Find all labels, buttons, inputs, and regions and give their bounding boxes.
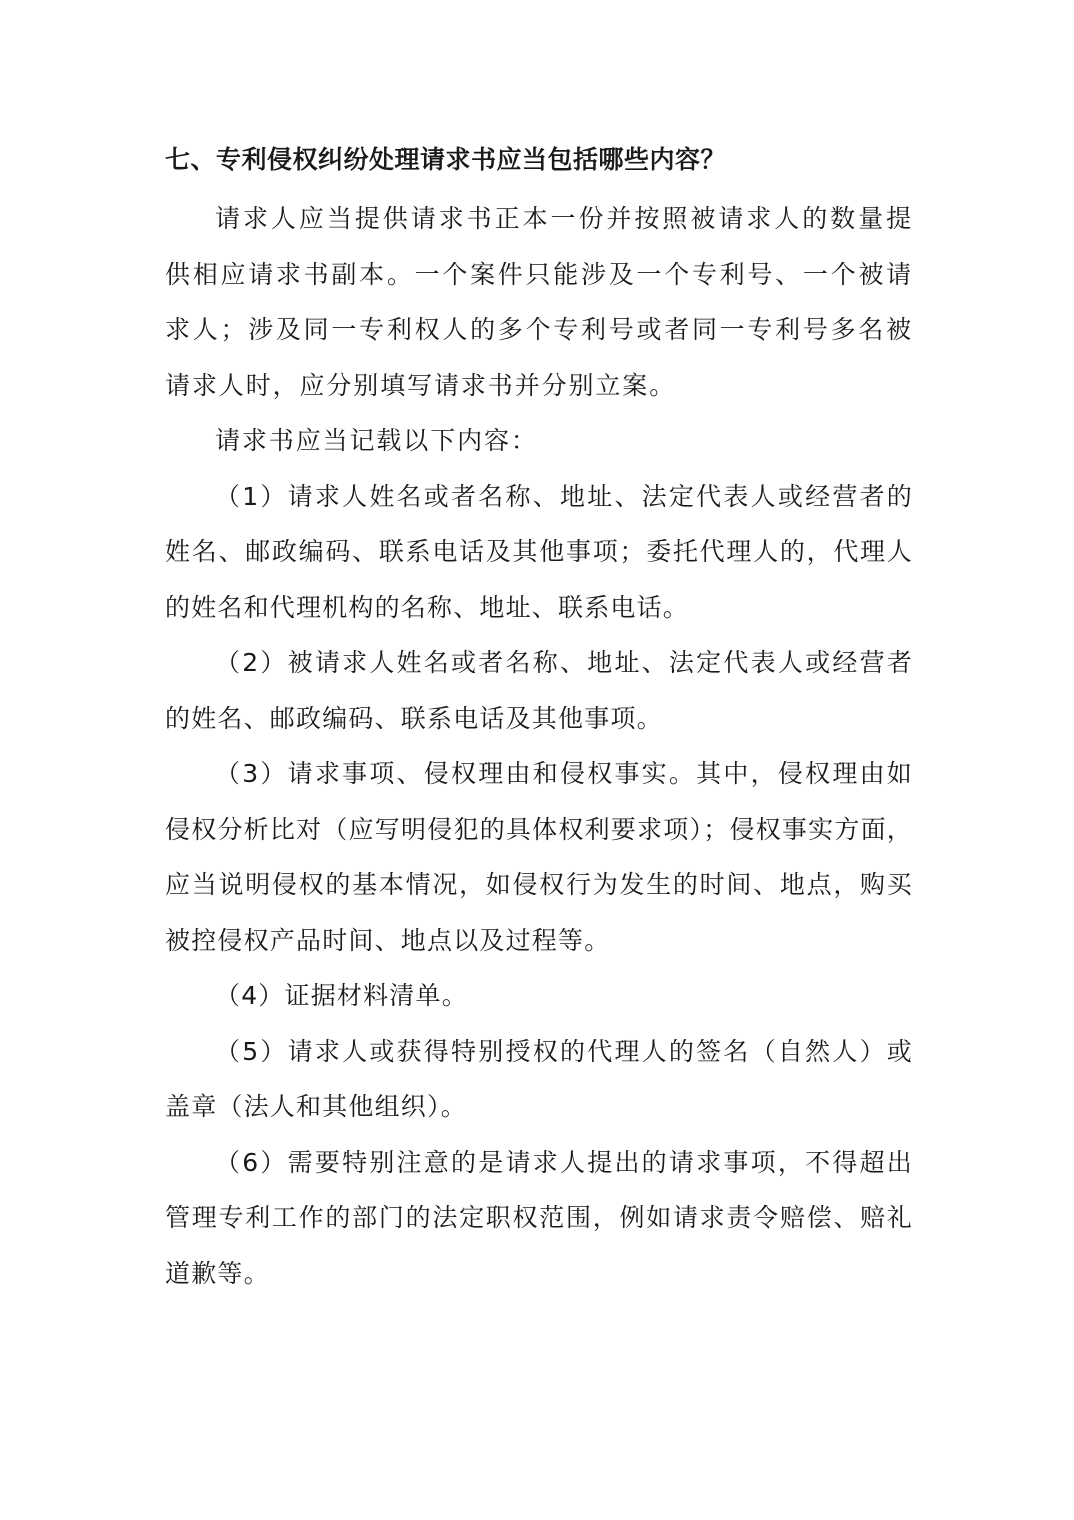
paragraph-item-1: （1）请求人姓名或者名称、地址、法定代表人或经营者的姓名、邮政编码、联系电话及其他事项；委托代理人的，代理人的姓名和代理机构的名称、地址、联系电话。	[165, 481, 913, 622]
paragraph-item-4: （4）证据材料清单。	[215, 981, 468, 1010]
paragraph-contents-lead: 请求书应当记载以下内容：	[215, 426, 538, 455]
paragraph-item-5: （5）请求人或获得特别授权的代理人的签名（自然人）或盖章（法人和其他组织）。	[165, 1036, 913, 1121]
paragraph-item-2: （2）被请求人姓名或者名称、地址、法定代表人或经营者的姓名、邮政编码、联系电话及其他事项。	[165, 648, 913, 733]
document-body	[165, 138, 913, 1301]
paragraph-item-6: （6）需要特别注意的是请求人提出的请求事项，不得超出管理专利工作的部门的法定职权范围，例如请求责令赔偿、赔礼道歉等。	[165, 1147, 913, 1288]
paragraph-item-3: （3）请求事项、侵权理由和侵权事实。其中，侵权理由如侵权分析比对（应写明侵犯的具体权利要求项）；侵权事实方面，应当说明侵权的基本情况，如侵权行为发生的时间、地点，购买被控侵权产品时间、地点以及过程等。	[165, 759, 913, 955]
section-heading: 七、专利侵权纠纷处理请求书应当包括哪些内容？	[165, 145, 727, 174]
paragraph-intro: 请求人应当提供请求书正本一份并按照被请求人的数量提供相应请求书副本。一个案件只能涉及一个专利号、一个被请求人；涉及同一专利权人的多个专利号或者同一专利号多名被请求人时，应分别填写请求书并分别立案。	[165, 204, 913, 400]
